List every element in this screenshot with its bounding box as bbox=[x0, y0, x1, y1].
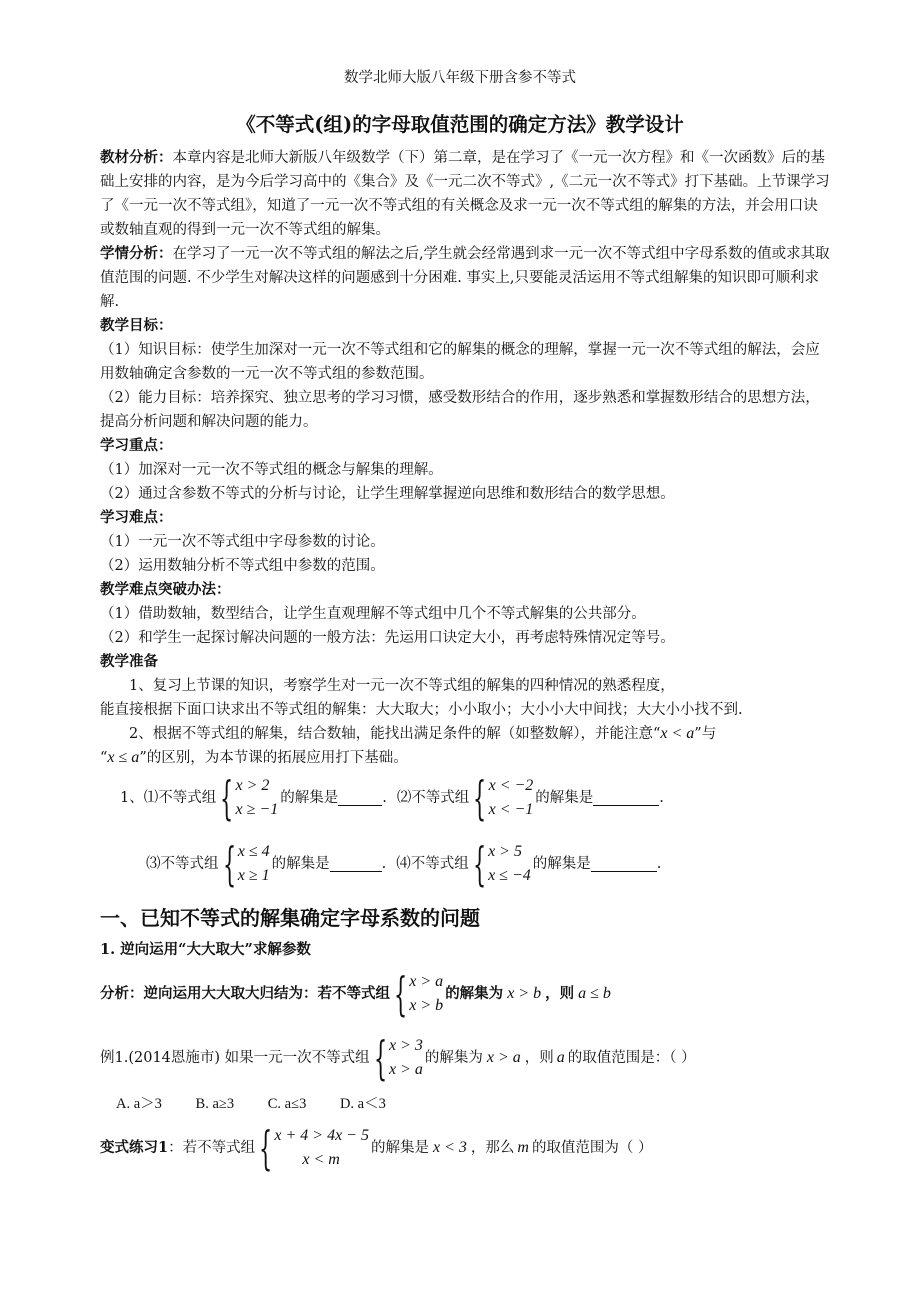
punctuation: . bbox=[659, 790, 664, 806]
example-text: 例1.(2014恩施市) 如果一元一次不等式组 bbox=[100, 1050, 370, 1066]
answer-blank[interactable] bbox=[593, 791, 659, 806]
inequality-system bbox=[392, 967, 444, 1021]
left-brace-icon: { bbox=[394, 967, 408, 1021]
quote-mark: “ bbox=[100, 750, 108, 766]
student-analysis bbox=[100, 242, 830, 314]
inequality-system bbox=[471, 771, 534, 825]
option-d[interactable]: D. a＜3 bbox=[339, 1096, 386, 1112]
example-text: 的取值范围是：（ ） bbox=[567, 1050, 696, 1066]
page-header: 数学北师大版八年级下册含参不等式 bbox=[344, 70, 576, 86]
math-x-lt-a: x < a bbox=[660, 725, 695, 742]
variant-text: ，那么 bbox=[470, 1140, 515, 1156]
textbook-analysis-label: 教材分析： bbox=[100, 149, 173, 166]
punctuation: . bbox=[656, 856, 662, 872]
inequality-line: x > 3 bbox=[388, 1037, 423, 1054]
inequality-system bbox=[221, 837, 270, 891]
breakthrough-item: （2）和学生一起探讨解决问题的一般方法：先运用口诀定大小，再考虑特殊情况定等号。 bbox=[100, 630, 675, 646]
variant-text: 的解集是 bbox=[370, 1140, 429, 1156]
exercise-label: 的解集是 bbox=[535, 790, 594, 806]
analysis-text: 的解集为 bbox=[445, 985, 504, 1002]
answer-blank[interactable] bbox=[591, 857, 657, 872]
punctuation: . bbox=[382, 790, 387, 806]
inequality-line: x ≤ 4 bbox=[237, 843, 270, 860]
key-points-label: 学习重点： bbox=[100, 437, 173, 454]
preparation-p1: 1、复习上节课的知识，考察学生对一元一次不等式组的解集的四种情况的熟悉程度， bbox=[129, 678, 675, 694]
subsection-heading: 1. 逆向运用“大大取大”求解参数 bbox=[100, 941, 311, 958]
preparation-p1-cont: 能直接根据下面口诀求出不等式组的解集：大大取大；小小取小；大小小大中间找；大大小小找不到. bbox=[100, 702, 743, 718]
exercise-label: 的解集是 bbox=[532, 856, 591, 872]
student-analysis-text: 在学习了一元一次不等式组的解法之后,学生就会经常遇到求一元一次不等式组中字母系数的值或求其取值范围的问题. 不少学生对解决这样的问题感到十分困难. 事实上,只要能灵活运用不等式组解集的知识即可顺利求解. bbox=[100, 246, 830, 310]
left-brace-icon: { bbox=[373, 1031, 387, 1085]
preparation-p2-cont bbox=[100, 746, 830, 770]
exercise-number: 1、 bbox=[120, 790, 144, 806]
inequality-line: x > 5 bbox=[488, 843, 522, 860]
exercise-label: ⑷不等式组 bbox=[396, 856, 469, 872]
analysis-text: 分析：逆向运用大大取大归结为：若不等式组 bbox=[100, 985, 390, 1002]
inequality-system bbox=[471, 837, 531, 891]
student-analysis-label: 学情分析： bbox=[100, 245, 173, 262]
analysis-text: ，则 bbox=[545, 985, 575, 1002]
inequality-line: x > a bbox=[388, 1061, 423, 1078]
preparation-text: 2、根据不等式组的解集，结合数轴，能找出满足条件的解（如整数解），并能注意“ bbox=[129, 726, 661, 742]
key-point-item: （2）通过含参数不等式的分析与讨论，让学生理解掌握逆向思维和数形结合的数学思想。 bbox=[100, 486, 675, 502]
preparation-p2 bbox=[100, 722, 830, 746]
exercise-label: ⑴不等式组 bbox=[143, 790, 217, 806]
exercise-label: 的解集是 bbox=[271, 856, 330, 872]
option-a[interactable]: A. a＞3 bbox=[116, 1096, 162, 1112]
inequality-system bbox=[218, 771, 279, 825]
section-heading: 一、已知不等式的解集确定字母系数的问题 bbox=[100, 906, 480, 930]
exercise-label: ⑶不等式组 bbox=[146, 856, 219, 872]
exercise-row bbox=[120, 771, 830, 825]
math-expression: a bbox=[556, 1049, 565, 1066]
math-expression: x < 3 bbox=[432, 1139, 467, 1156]
math-expression: x > b bbox=[507, 985, 542, 1002]
inequality-system bbox=[257, 1121, 369, 1175]
left-brace-icon: { bbox=[220, 771, 234, 825]
answer-blank[interactable] bbox=[330, 857, 382, 872]
math-expression: a ≤ b bbox=[578, 985, 611, 1002]
inequality-line: x ≥ −1 bbox=[235, 801, 279, 818]
math-expression: m bbox=[517, 1139, 529, 1156]
inequality-line: x > b bbox=[409, 997, 444, 1014]
breakthrough-label: 教学难点突破办法： bbox=[100, 581, 231, 598]
exercise-row bbox=[146, 837, 830, 891]
variant-text: ：若不等式组 bbox=[168, 1140, 256, 1156]
document-title: 《不等式(组)的字母取值范围的确定方法》教学设计 bbox=[236, 113, 684, 136]
inequality-line: x < −1 bbox=[488, 801, 534, 818]
preparation-label: 教学准备 bbox=[100, 653, 158, 670]
inequality-system bbox=[372, 1031, 423, 1085]
key-point-item: （1）加深对一元一次不等式组的概念与解集的理解。 bbox=[100, 462, 443, 478]
option-b[interactable]: B. a≥3 bbox=[195, 1096, 235, 1112]
document-body bbox=[100, 146, 830, 1175]
objectives-label: 教学目标： bbox=[100, 317, 173, 334]
preparation-text: ”的区别，为本节课的拓展应用打下基础。 bbox=[139, 750, 408, 766]
exercise-label: 的解集是 bbox=[280, 790, 339, 806]
inequality-line: x < m bbox=[302, 1151, 340, 1168]
inequality-line: x > 2 bbox=[235, 777, 270, 794]
math-x-le-a: x ≤ a bbox=[107, 749, 140, 766]
inequality-line: x > a bbox=[409, 973, 444, 990]
objective-item: （2）能力目标：培养探究、独立思考的学习习惯，感受数形结合的作用，逐步熟悉和掌握数形结合的思想方法，提高分析问题和解决问题的能力。 bbox=[100, 390, 820, 430]
options-row bbox=[116, 1092, 830, 1116]
left-brace-icon: { bbox=[472, 837, 487, 891]
textbook-analysis bbox=[100, 146, 830, 242]
left-brace-icon: { bbox=[473, 771, 487, 825]
analysis-row bbox=[100, 967, 830, 1021]
left-brace-icon: { bbox=[259, 1121, 273, 1175]
breakthrough-item: （1）借助数轴，数型结合，让学生直观理解不等式组中几个不等式解集的公共部分。 bbox=[100, 606, 646, 622]
exercise-label: ⑵不等式组 bbox=[396, 790, 470, 806]
variant-label: 变式练习1 bbox=[100, 1139, 169, 1156]
difficulty-item: （1）一元一次不等式组中字母参数的讨论。 bbox=[100, 534, 385, 550]
preparation-text: ”与 bbox=[694, 726, 717, 742]
inequality-line: x ≤ −4 bbox=[488, 867, 531, 884]
variant-text: 的取值范围为（ ） bbox=[531, 1140, 653, 1156]
inequality-line: x + 4 > 4x − 5 bbox=[274, 1127, 369, 1144]
answer-blank[interactable] bbox=[338, 791, 382, 806]
difficulties-label: 学习难点： bbox=[100, 509, 173, 526]
option-c[interactable]: C. a≤3 bbox=[267, 1096, 307, 1112]
punctuation: . bbox=[381, 856, 387, 872]
inequality-line: x ≥ 1 bbox=[237, 867, 270, 884]
inequality-line: x < −2 bbox=[488, 777, 534, 794]
example-text: 的解集为 bbox=[424, 1050, 483, 1066]
left-brace-icon: { bbox=[222, 837, 236, 891]
variant-row bbox=[100, 1121, 830, 1175]
difficulty-item: （2）运用数轴分析不等式组中参数的范围。 bbox=[100, 558, 385, 574]
math-expression: x > a bbox=[486, 1049, 521, 1066]
objective-item: （1）知识目标：使学生加深对一元一次不等式组和它的解集的概念的理解，掌握一元一次不等式组的解法，会应用数轴确定含参数的一元一次不等式组的参数范围。 bbox=[100, 342, 820, 382]
example-row bbox=[100, 1031, 830, 1085]
textbook-analysis-text: 本章内容是北师大新版八年级数学（下）第二章，是在学习了《一元一次方程》和《一次函数》后的基础上安排的内容，是为今后学习高中的《集合》及《一元二次不等式》,《二元一次不等式》打下基础。上节课学习了《一元一次不等式组》，知道了一元一次不等式组的有关概念及求一元一次不等式组的解集的方法，并会用口诀或数轴直观的得到一元一次不等式组的解集。 bbox=[100, 150, 830, 238]
example-text: ，则 bbox=[524, 1050, 554, 1066]
